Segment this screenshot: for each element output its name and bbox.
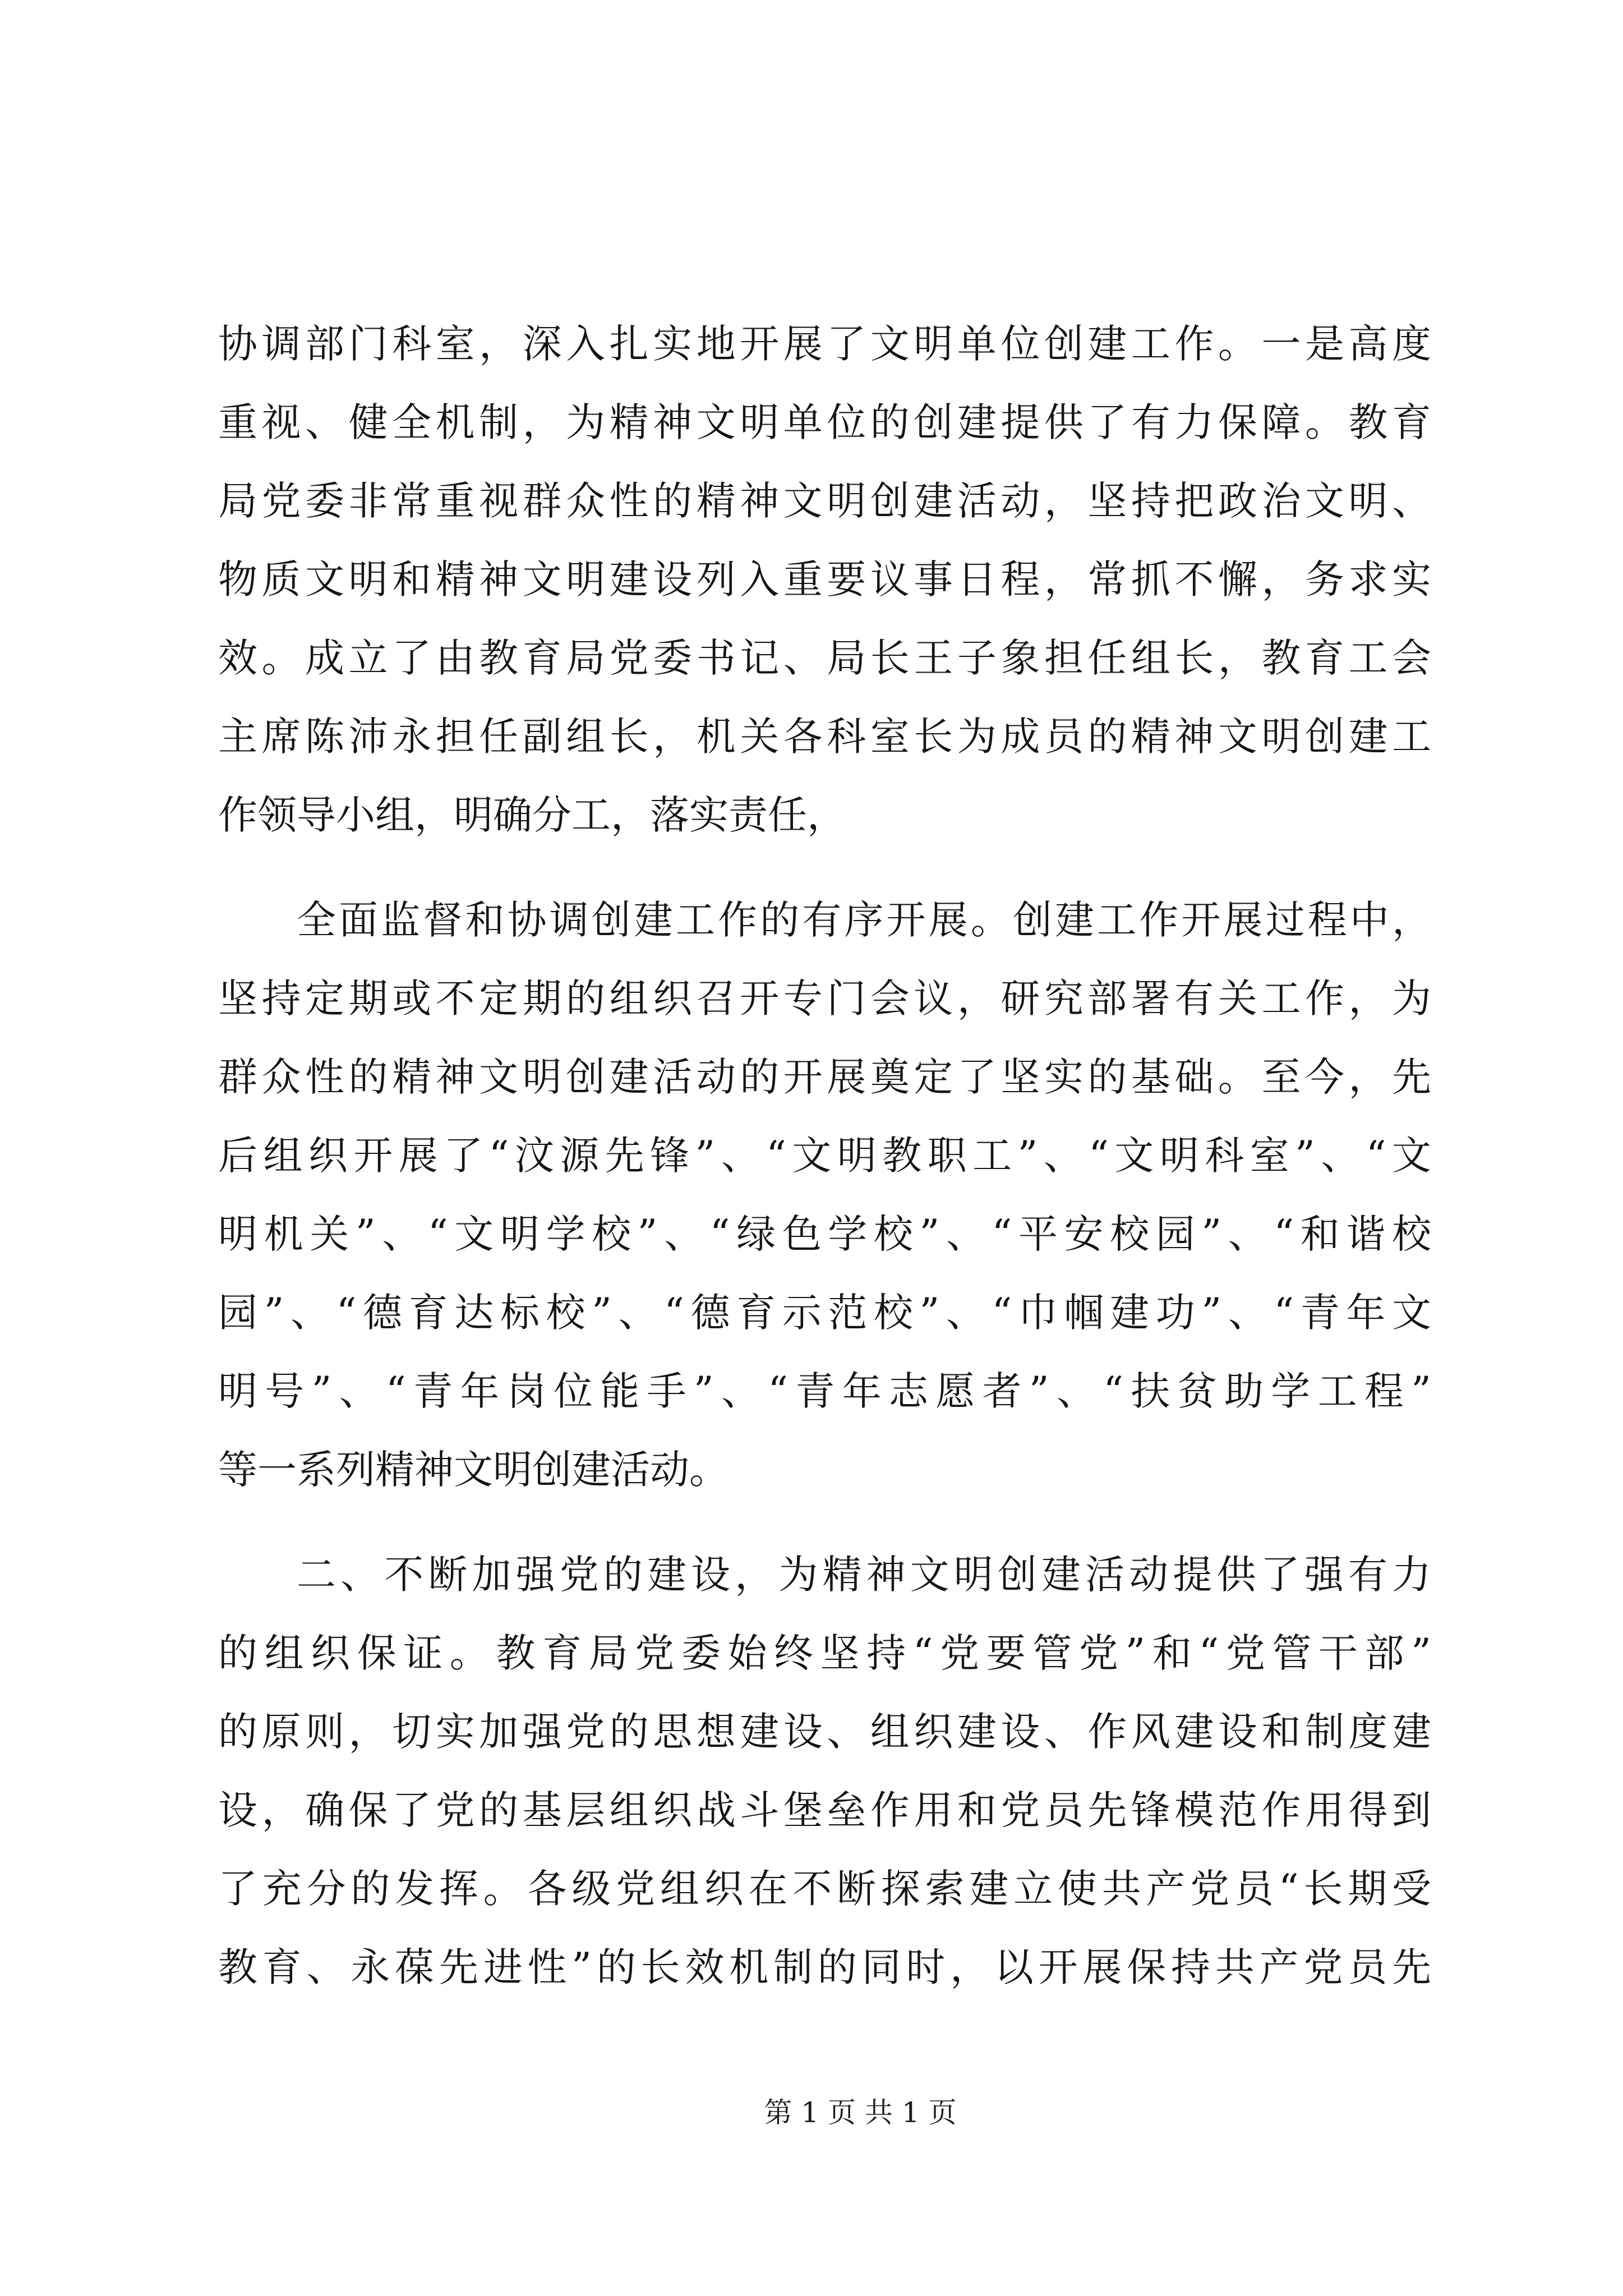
text-line: 主席陈沛永担任副组长，机关各科室长为成员的精神文明创建工	[218, 714, 1431, 760]
text-line: 二、不断加强党的建设，为精神文明创建活动提供了强有力	[297, 1552, 1431, 1598]
text-line: 明号”、“青年岗位能手”、“青年志愿者”、“扶贫助学工程”	[218, 1368, 1431, 1414]
text-line: 明机关”、“文明学校”、“绿色学校”、“平安校园”、“和谐校	[218, 1211, 1431, 1257]
paragraph	[218, 1535, 1431, 2007]
text-line: 的原则，切实加强党的思想建设、组织建设、作风建设和制度建	[218, 1709, 1431, 1755]
document-body	[218, 305, 1431, 2007]
text-line: 了充分的发挥。各级党组织在不断探索建立使共产党员“长期受	[218, 1866, 1431, 1912]
text-line: 设，确保了党的基层组织战斗堡垒作用和党员先锋模范作用得到	[218, 1787, 1431, 1833]
page-footer: 第 1 页 共 1 页	[764, 2096, 957, 2129]
text-line: 效。成立了由教育局党委书记、局长王子象担任组长，教育工会	[218, 635, 1431, 681]
text-line: 后组织开展了“汶源先锋”、“文明教职工”、“文明科室”、“文	[218, 1133, 1431, 1179]
text-line: 作领导小组，明确分工，落实责任，	[218, 792, 846, 838]
text-line: 全面监督和协调创建工作的有序开展。创建工作开展过程中，	[297, 897, 1431, 943]
text-line: 物质文明和精神文明建设列入重要议事日程，常抓不懈，务求实	[218, 556, 1431, 602]
text-line: 的组织保证。教育局党委始终坚持“党要管党”和“党管干部”	[218, 1630, 1431, 1676]
text-line: 坚持定期或不定期的组织召开专门会议，研究部署有关工作，为	[218, 976, 1431, 1022]
text-line: 协调部门科室，深入扎实地开展了文明单位创建工作。一是高度	[218, 321, 1431, 367]
text-line: 重视、健全机制，为精神文明单位的创建提供了有力保障。教育	[218, 399, 1431, 445]
paragraph	[218, 305, 1431, 854]
text-line: 教育、永葆先进性”的长效机制的同时，以开展保持共产党员先	[218, 1944, 1431, 1990]
text-line: 等一系列精神文明创建活动。	[218, 1447, 728, 1493]
text-line: 园”、“德育达标校”、“德育示范校”、“巾帼建功”、“青年文	[218, 1290, 1431, 1336]
text-line: 群众性的精神文明创建活动的开展奠定了坚实的基础。至今，先	[218, 1054, 1431, 1100]
text-line: 局党委非常重视群众性的精神文明创建活动，坚持把政治文明、	[218, 478, 1431, 524]
paragraph	[218, 881, 1431, 1509]
